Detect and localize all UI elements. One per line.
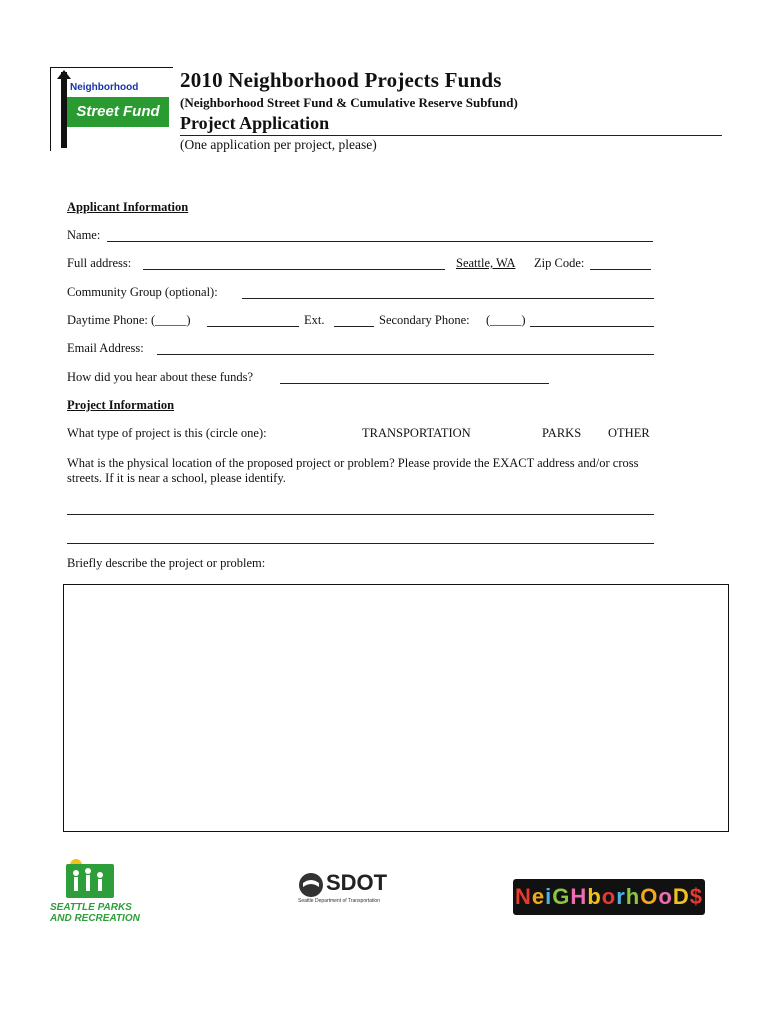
zip-field[interactable]	[590, 269, 651, 270]
seattle-parks-logo	[46, 856, 138, 928]
page-subtitle: (Neighborhood Street Fund & Cumulative Reserve Subfund)	[180, 95, 518, 110]
sdot-logo	[296, 868, 396, 908]
secondary-phone-area: (_____)	[486, 313, 526, 327]
hear-about-label: How did you hear about these funds?	[67, 370, 254, 384]
ext-label: Ext.	[304, 313, 325, 327]
option-other[interactable]: OTHER	[608, 426, 650, 440]
address-field[interactable]	[143, 269, 445, 270]
secondary-phone-label: Secondary Phone:	[379, 313, 470, 327]
project-heading: Project Information	[67, 398, 175, 412]
email-field[interactable]	[157, 354, 654, 355]
location-field-2[interactable]	[67, 543, 654, 544]
option-parks[interactable]: PARKS	[542, 426, 582, 440]
header-rule	[180, 135, 722, 136]
neighborhoods-logo-text: NeiGHborhOoD$	[515, 884, 703, 909]
location-question-line2: streets. If it is near a school, please identify.	[67, 471, 286, 485]
logo-street-fund-text: Street Fund	[67, 97, 169, 127]
sdot-subtitle: Seattle Department of Transportation	[298, 898, 380, 904]
zip-label: Zip Code:	[534, 256, 585, 270]
logo-neighborhood-text: Neighborhood	[70, 82, 139, 93]
neighborhoods-logo	[513, 879, 705, 915]
describe-label: Briefly describe the project or problem:	[67, 556, 266, 570]
location-field-1[interactable]	[67, 514, 654, 515]
description-box[interactable]	[63, 584, 729, 832]
name-label: Name:	[67, 228, 101, 242]
applicant-heading: Applicant Information	[67, 200, 189, 214]
project-type-question: What type of project is this (circle one):	[67, 426, 267, 440]
email-label: Email Address:	[67, 341, 144, 355]
community-group-label: Community Group (optional):	[67, 285, 218, 299]
sdot-name: SDOT	[326, 870, 388, 895]
address-label: Full address:	[67, 256, 132, 270]
page-title: 2010 Neighborhood Projects Funds	[180, 68, 502, 92]
daytime-phone-label: Daytime Phone: (_____)	[67, 313, 191, 327]
option-transportation[interactable]: TRANSPORTATION	[362, 426, 471, 440]
city-text: Seattle, WA	[456, 256, 516, 270]
parks-text-line1: SEATTLE PARKS	[50, 902, 132, 913]
ext-field[interactable]	[334, 326, 374, 327]
daytime-phone-field[interactable]	[207, 326, 299, 327]
location-question-line1: What is the physical location of the proposed project or problem? Please provide the EXACT address and/or cross	[67, 456, 639, 470]
secondary-phone-field[interactable]	[530, 326, 654, 327]
community-group-field[interactable]	[242, 298, 654, 299]
parks-text-line2: AND RECREATION	[50, 913, 140, 924]
name-field[interactable]	[107, 241, 653, 242]
application-note: (One application per project, please)	[180, 137, 377, 152]
hear-about-field[interactable]	[280, 383, 549, 384]
application-title: Project Application	[180, 113, 330, 133]
sdot-circle-icon	[298, 872, 324, 898]
